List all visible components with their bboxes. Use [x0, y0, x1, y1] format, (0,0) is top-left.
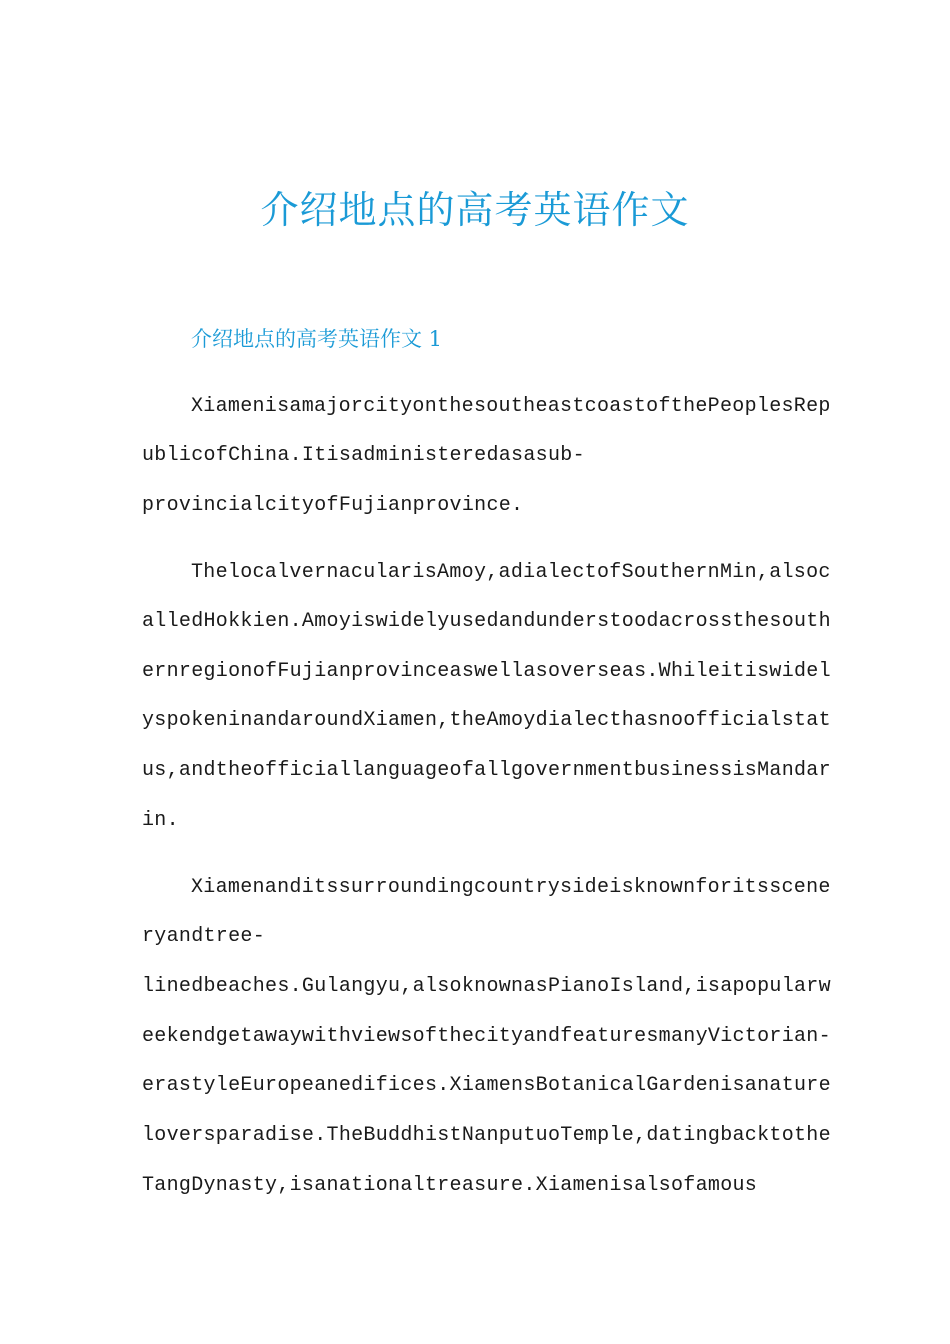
paragraph-3-line-4: eekendgetawaywithviewsofthecityandfeaturesmanyVictorian- — [142, 1025, 831, 1048]
paragraph-3-line-1: Xiamenanditssurroundingcountrysideisknownforitsscene — [191, 876, 831, 899]
paragraph-1-line-3: provincialcityofFujianprovince. — [142, 494, 524, 517]
paragraph-3-line-7: TangDynasty,isanationaltreasure.Xiamenisalsofamous — [142, 1174, 758, 1197]
document-title: 介绍地点的高考英语作文 — [260, 188, 690, 232]
paragraph-2-line-2: alledHokkien.Amoyiswidelyusedandunderstoodacrossthesouth — [142, 610, 831, 633]
paragraph-3-line-5: erastyleEuropeanedifices.XiamensBotanicalGardenisanature — [142, 1074, 831, 1097]
paragraph-3-line-6: loversparadise.TheBuddhistNanputuoTemple,datingbacktothe — [142, 1124, 831, 1147]
paragraph-3-line-2: ryandtree- — [142, 925, 266, 948]
paragraph-2-line-4: yspokeninandaroundXiamen,theAmoydialecthasnoofficialstat — [142, 709, 831, 732]
paragraph-3-line-3: linedbeaches.Gulangyu,alsoknownasPianoIsland,isapopularw — [142, 975, 831, 998]
paragraph-2-line-3: ernregionofFujianprovinceaswellasoverseas.Whileitiswidel — [142, 660, 831, 683]
paragraph-2-line-5: us,andtheofficiallanguageofallgovernmentbusinessisMandar — [142, 759, 831, 782]
paragraph-2-line-6: in. — [142, 809, 179, 832]
paragraph-1-line-2: ublicofChina.Itisadministeredasasub- — [142, 444, 585, 467]
paragraph-2-line-1: ThelocalvernacularisAmoy,adialectofSouthernMin,alsoc — [191, 561, 831, 584]
section-heading: 介绍地点的高考英语作文 1 — [191, 327, 443, 351]
paragraph-1-line-1: XiamenisamajorcityonthesoutheastcoastofthePeoplesRep — [191, 395, 831, 418]
